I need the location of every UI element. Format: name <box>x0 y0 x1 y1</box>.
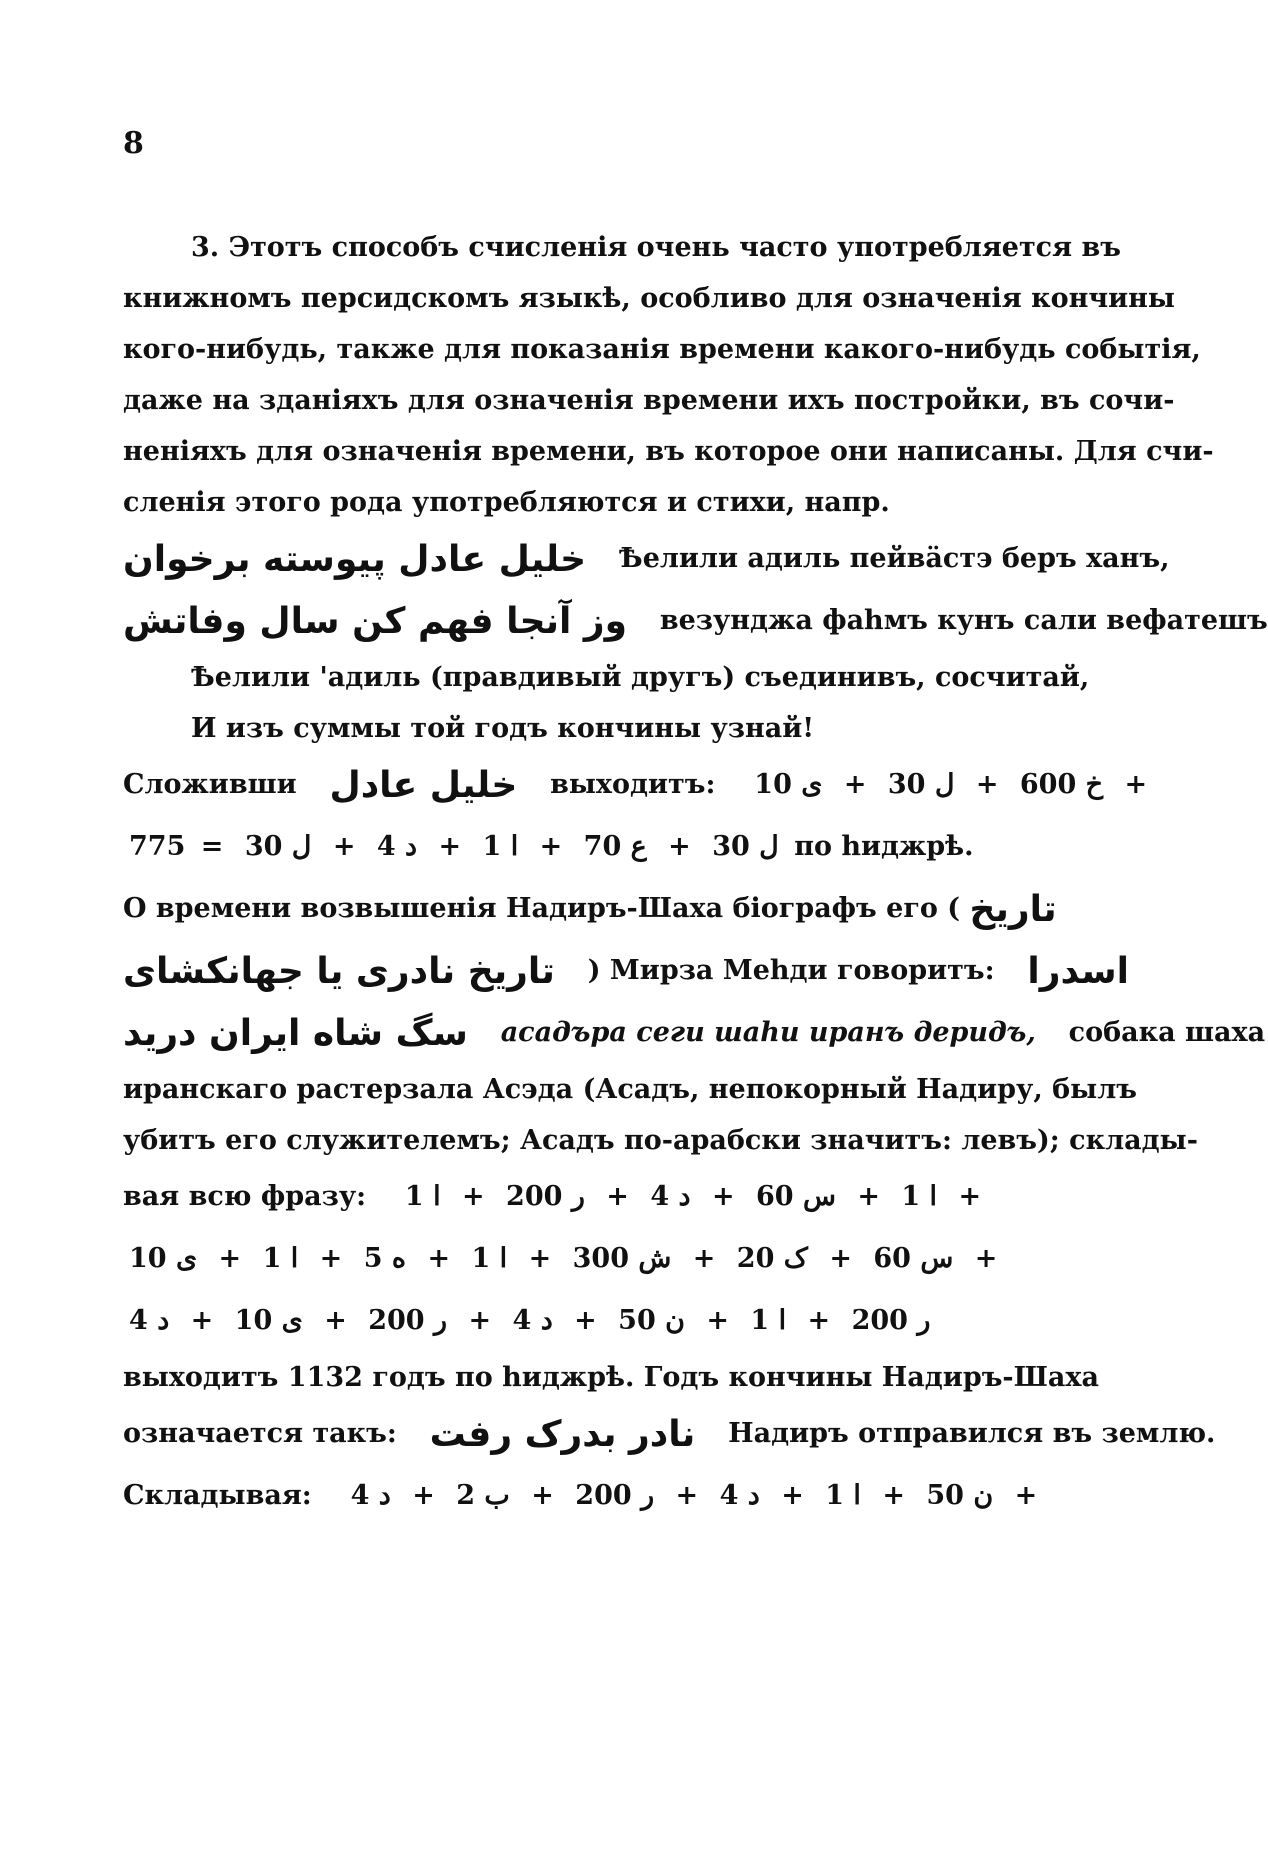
para2-arabic: سگ شاه ایران درید <box>123 1012 468 1054</box>
sum2-term: + <box>829 1243 852 1274</box>
sum2-term: ا 1 <box>901 1181 938 1212</box>
sum2-term: + <box>958 1181 982 1212</box>
sum1-term: + <box>843 769 867 800</box>
sum2-term: + <box>574 1305 597 1336</box>
para2-text: ) Мирза Меhди говоритъ: <box>587 955 995 986</box>
sum3-term: + <box>531 1480 554 1511</box>
sum3-term: + <box>675 1480 699 1511</box>
sum3-term: + <box>412 1480 435 1511</box>
paragraph-line: книжномъ персидскомъ языкѣ, особливо для означенія кончины <box>123 283 1175 314</box>
sum2-term: ش 300 <box>572 1243 672 1274</box>
paragraph-line: 3. Этотъ способъ счисленія очень часто употребляется въ <box>191 232 1121 263</box>
verse-line-2 <box>123 590 1268 652</box>
para2-line-7 <box>123 1228 1023 1290</box>
sum3-term: ا 1 <box>825 1480 861 1511</box>
sum1-term: + <box>1124 769 1148 800</box>
para2-text: О времени возвышенія Надиръ-Шаха біографъ его ( <box>123 893 961 924</box>
sum3-term: د 4 <box>350 1480 391 1511</box>
sum2-term: س 60 <box>755 1181 836 1212</box>
para2-line-11 <box>123 1465 1038 1527</box>
paragraph-line: кого-нибудь, также для показанія времени какого-нибудь событія, <box>123 334 1201 365</box>
verse-arabic-1: خلیل عادل پیوسته برخوان <box>123 538 587 580</box>
verse-translation-1: Ѣелили 'адиль (правдивый другъ) съединивъ, сосчитай, <box>191 662 1090 693</box>
sum2-term: ن 50 <box>618 1305 685 1336</box>
sum3-term: + <box>781 1480 804 1511</box>
sum1-term: = <box>200 831 224 862</box>
sum2-term: + <box>606 1181 629 1212</box>
sum1-term: + <box>668 831 691 862</box>
sum1-term: ی 10 <box>754 769 823 800</box>
sum2-term: + <box>319 1243 343 1274</box>
sum1-term: ا 1 <box>482 831 519 862</box>
sum1-term: ل 30 <box>887 769 955 800</box>
verse-translation-2: И изъ суммы той годъ кончины узнай! <box>191 713 815 744</box>
sum1-label: Сложивши <box>123 769 297 800</box>
sum1-term: + <box>539 831 563 862</box>
sum1-result-word: выходитъ: <box>550 769 716 800</box>
sum2-term: + <box>807 1305 831 1336</box>
sum2-term: + <box>462 1181 485 1212</box>
sum2-term: + <box>427 1243 451 1274</box>
para2-text: вая всю фразу: <box>123 1181 367 1212</box>
sum1-term: + <box>332 831 356 862</box>
sum3-term: ب 2 <box>456 1480 510 1511</box>
para2-line-3 <box>123 1002 1266 1064</box>
sum1-term: + <box>438 831 462 862</box>
sum2-term: د 4 <box>129 1305 170 1336</box>
sum1-line-2 <box>123 816 1023 878</box>
paragraph-line: даже на зданіяхъ для означенія времени ихъ постройки, въ сочи- <box>123 385 1175 416</box>
sum2-term: د 4 <box>650 1181 691 1212</box>
sum2-term: + <box>190 1305 214 1336</box>
paragraph-line: неніяхъ для означенія времени, въ которое они написаны. Для счи- <box>123 436 1214 467</box>
para2-arabic: تاریخ <box>969 888 1057 930</box>
sum1-total: 775 по hиджрѣ. <box>129 831 974 862</box>
sum3-term: + <box>1014 1480 1038 1511</box>
sum2-term: + <box>974 1243 998 1274</box>
sum2-term: + <box>706 1305 730 1336</box>
sum2-term: ه 5 <box>363 1243 407 1274</box>
para2-text: Складывая: <box>123 1480 312 1511</box>
body-text <box>123 222 1268 1527</box>
para2-arabic: نادر بدرک رفت <box>429 1413 696 1455</box>
sum2-term: + <box>711 1181 735 1212</box>
sum2-term: ا 1 <box>404 1181 441 1212</box>
para2-italic: асадъра сеги шаhи иранъ деридъ, <box>500 1017 1036 1048</box>
sum2-term: + <box>692 1243 716 1274</box>
sum2-term: ک 20 <box>736 1243 808 1274</box>
para2-arabic: تاریخ نادری یا جهانکشای <box>123 950 555 992</box>
sum1-line-1 <box>123 754 1148 816</box>
para2-line-8 <box>123 1290 1023 1352</box>
sum2-term: د 4 <box>512 1305 553 1336</box>
paragraph-line: сленія этого рода употребляются и стихи, напр. <box>123 487 890 518</box>
sum2-term: س 60 <box>873 1243 954 1274</box>
sum2-term: + <box>528 1243 552 1274</box>
verse-arabic-2: وز آنجا فهم کن سال وفاتش <box>123 600 628 642</box>
sum2-term: ر 200 <box>851 1305 931 1336</box>
sum1-term: د 4 <box>376 831 418 862</box>
sum2-term: + <box>324 1305 347 1336</box>
sum1-term: خ 600 <box>1019 769 1104 800</box>
sum2-term: ر 200 <box>368 1305 448 1336</box>
sum1-term: + <box>975 769 999 800</box>
sum2-term: ی 10 <box>129 1243 198 1274</box>
verse-translit-1: Ѣелили адиль пейвäстэ беръ ханъ, <box>618 543 1170 574</box>
verse-translit-2: везунджа фаhмъ кунъ сали вефатешъ <box>659 605 1268 636</box>
sum1-term: ع 70 <box>583 831 647 862</box>
para2-line-2 <box>123 940 1130 1002</box>
sum3-term: د 4 <box>719 1480 760 1511</box>
sum2-term: ا 1 <box>750 1305 787 1336</box>
sum2-term: + <box>468 1305 492 1336</box>
sum1-arabic: خلیل عادل <box>329 764 518 806</box>
sum2-term: ا 1 <box>262 1243 299 1274</box>
sum3-term: + <box>882 1480 905 1511</box>
verse-line-1 <box>123 528 1170 590</box>
para2-arabic: اسدرا <box>1027 950 1130 992</box>
sum3-term: ن 50 <box>926 1480 994 1511</box>
para2-line-9: выходитъ 1132 годъ по hиджрѣ. Годъ кончины Надиръ-Шаха <box>123 1362 1099 1393</box>
sum3-term: ر 200 <box>575 1480 655 1511</box>
page-number: 8 <box>123 126 144 161</box>
para2-line-4: иранскаго растерзала Асэда (Асадъ, непокорный Надиру, былъ <box>123 1074 1137 1105</box>
para2-text: собака шаха <box>1068 1017 1266 1048</box>
para2-line-6 <box>123 1166 1023 1228</box>
para2-line-5: убитъ его служителемъ; Асадъ по-арабски значитъ: левъ); склады- <box>123 1125 1198 1156</box>
para2-text: Надиръ отправился въ землю. <box>728 1418 1216 1449</box>
para2-line-1 <box>123 878 1057 940</box>
sum2-term: ر 200 <box>506 1181 585 1212</box>
sum2-term: + <box>218 1243 242 1274</box>
sum1-term: ل 30 <box>244 831 312 862</box>
sum1-term: ل 30 <box>712 831 779 862</box>
para2-line-10 <box>123 1403 1216 1465</box>
sum2-term: + <box>857 1181 880 1212</box>
para2-text: означается такъ: <box>123 1418 397 1449</box>
sum2-term: ی 10 <box>234 1305 303 1336</box>
sum2-term: ا 1 <box>471 1243 508 1274</box>
